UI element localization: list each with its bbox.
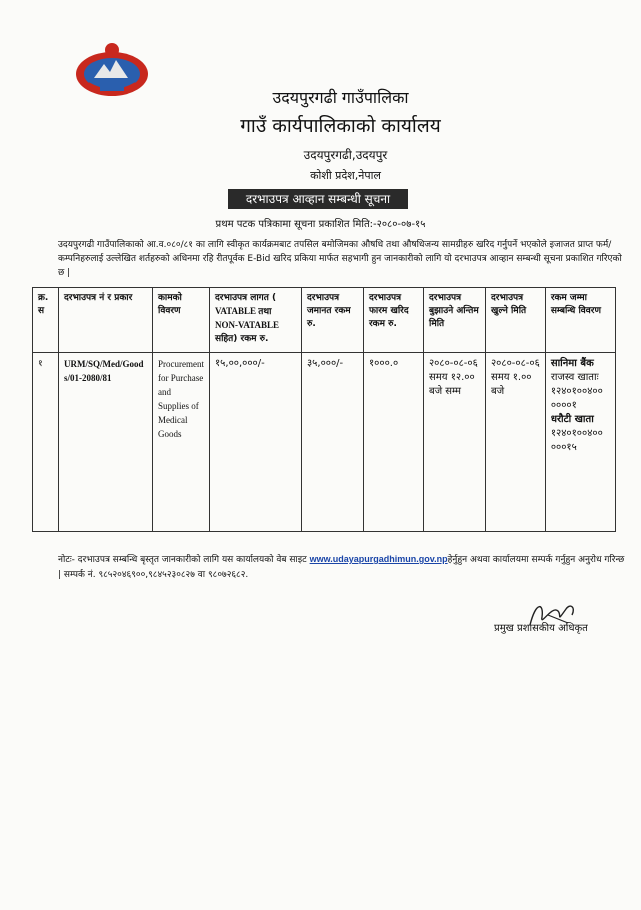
published-date: प्रथम पटक पत्रिकामा सूचना प्रकाशित मिति:-२०८०-०७-१५ — [215, 219, 426, 230]
cell-bid-security: ३५,०००/- — [301, 353, 363, 532]
col-deadline: दरभाउपत्र बुझाउने अन्तिम मिति — [423, 288, 485, 353]
cell-opening: २०८०-०८-०६ समय १.०० बजे — [485, 353, 545, 532]
col-sn: क्र. स — [33, 288, 59, 353]
col-opening: दरभाउपत्र खुल्ने मिति — [485, 288, 545, 353]
deposit-security-account: १२४०१००४०० ०००१५ — [550, 428, 603, 453]
cell-cost: १५,००,०००/- — [209, 353, 301, 532]
cell-deadline: २०८०-०८-०६ समय १२.०० बजे सम्म — [423, 353, 485, 532]
office-address: उदयपुरगढी,उदयपुर — [303, 148, 388, 162]
col-bid-security: दरभाउपत्र जमानत रकम रु. — [301, 288, 363, 353]
office-name: गाउँ कार्यपालिकाको कार्यालय — [240, 115, 441, 137]
cell-sn: १ — [33, 353, 59, 532]
intro-paragraph: उदयपुरगढी गाउँपालिकाको आ.व.०८०/८१ का लागि स्वीकृत कार्यक्रमबाट तपसिल बमोजिमका औषधि तथा औषधिजन्य सामग्रीहरु खरिद गर्नुपर्ने भएकोले इजाजत प्राप्त फर्म/ कम्पनिहरुलाई उल्लेखित शर्तहरुको अधिनमा रहि रीतपूर्वक E-Bid खरिद प्रकिया मार्फत सहभागी हुन जानकारीको लागि यो दरभाउपत्र आव्हान सम्बन्धी सूचना प्रकाशित गरिएको छ | — [58, 240, 622, 278]
col-deposit: रकम जम्मा सम्बन्धि विवरण — [545, 288, 615, 353]
col-form-fee: दरभाउपत्र फारम खरिद रकम रु. — [363, 288, 423, 353]
cell-deposit — [545, 353, 615, 532]
notice-title: दरभाउपत्र आव्हान सम्बन्धी सूचना — [228, 189, 408, 209]
cell-bid-no: URM/SQ/Med/Goods/01-2080/81 — [59, 353, 153, 532]
website-link[interactable]: www.udayapurgadhimun.gov.np — [309, 554, 448, 564]
deposit-revenue-account: १२४०१००४०० ००००१ — [550, 386, 603, 411]
province-name: कोशी प्रदेश,नेपाल — [310, 169, 381, 182]
footer-note — [58, 552, 628, 583]
col-cost-prefix: दरभाउपत्र लागत ( — [214, 293, 277, 303]
col-cost-suffix: सहित) रकम रु. — [214, 334, 269, 344]
deposit-revenue-label: राजस्व खाताः — [550, 372, 599, 383]
deposit-security-label: धरौटी खाता — [550, 414, 594, 425]
cell-description: Procurement for Purchase and Supplies of Medical Goods — [153, 353, 210, 532]
cell-form-fee: १०००.० — [363, 353, 423, 532]
note-text-after: हेर्नुहुन अथवा कार्यालयमा सम्पर्क गर्नुहुन अनुरोध गरिन्छ | सम्पर्क नं. ९८५२०४६९००,९८४५२३०८२७ वा ९८०७२६८२. — [58, 555, 625, 580]
col-bid-no: दरभाउपत्र नं र प्रकार — [59, 288, 153, 353]
col-cost — [209, 288, 301, 353]
col-description: कामको विवरण — [153, 288, 210, 353]
note-text-before: नोटः- दरभाउपत्र सम्बन्धि बृस्तृत जानकारीको लागि यस कार्यालयको वेब साइट — [58, 555, 307, 565]
tender-table — [32, 287, 616, 532]
col-cost-latin: VATABLE तथा NON-VATABLE — [214, 306, 279, 330]
deposit-bank-name: सानिमा बैंक — [550, 358, 594, 369]
table-header-row — [33, 288, 616, 353]
signature-title: प्रमुख प्रशासकीय अधिकृत — [494, 623, 588, 634]
table-row — [33, 353, 616, 532]
municipality-name: उदयपुरगढी गाउँपालिका — [272, 88, 409, 107]
